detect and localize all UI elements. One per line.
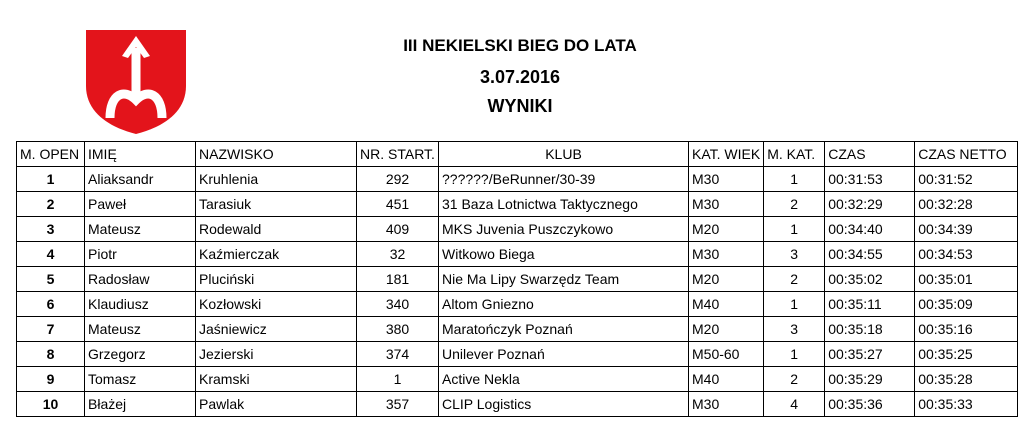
column-header-place: M. OPEN: [17, 142, 85, 167]
table-row: [17, 242, 1018, 267]
cell-age-category: M40: [689, 292, 764, 317]
cell-last-name: Kramski: [196, 367, 357, 392]
column-header-bib: NR. START.: [357, 142, 439, 167]
column-header-time: CZAS: [825, 142, 915, 167]
column-header-last-name: NAZWISKO: [196, 142, 357, 167]
cell-bib: 357: [357, 392, 439, 417]
cell-bib: 32: [357, 242, 439, 267]
cell-category-place: 1: [764, 342, 825, 367]
cell-bib: 181: [357, 267, 439, 292]
cell-net-time: 00:34:39: [915, 217, 1018, 242]
cell-club: Witkowo Biega: [439, 242, 689, 267]
cell-category-place: 2: [764, 367, 825, 392]
table-row: [17, 267, 1018, 292]
cell-last-name: Pluciński: [196, 267, 357, 292]
cell-bib: 1: [357, 367, 439, 392]
cell-last-name: Pawlak: [196, 392, 357, 417]
cell-time: 00:35:29: [825, 367, 915, 392]
column-header-net-time: CZAS NETTO: [915, 142, 1018, 167]
column-header-first-name: IMIĘ: [85, 142, 196, 167]
cell-bib: 340: [357, 292, 439, 317]
table-header-row: [17, 142, 1018, 167]
cell-club: CLIP Logistics: [439, 392, 689, 417]
cell-place: 4: [17, 242, 85, 267]
cell-time: 00:34:40: [825, 217, 915, 242]
cell-age-category: M20: [689, 317, 764, 342]
cell-place: 8: [17, 342, 85, 367]
cell-age-category: M40: [689, 367, 764, 392]
cell-bib: 374: [357, 342, 439, 367]
cell-club: Unilever Poznań: [439, 342, 689, 367]
cell-time: 00:35:18: [825, 317, 915, 342]
cell-bib: 380: [357, 317, 439, 342]
table-row: [17, 217, 1018, 242]
cell-last-name: Rodewald: [196, 217, 357, 242]
cell-age-category: M30: [689, 167, 764, 192]
table-row: [17, 167, 1018, 192]
cell-time: 00:34:55: [825, 242, 915, 267]
cell-age-category: M50-60: [689, 342, 764, 367]
cell-place: 5: [17, 267, 85, 292]
cell-place: 10: [17, 392, 85, 417]
cell-net-time: 00:34:53: [915, 242, 1018, 267]
column-header-category-place: M. KAT.: [764, 142, 825, 167]
cell-time: 00:35:36: [825, 392, 915, 417]
cell-club: 31 Baza Lotnictwa Taktycznego: [439, 192, 689, 217]
cell-first-name: Mateusz: [85, 217, 196, 242]
cell-club: Nie Ma Lipy Swarzędz Team: [439, 267, 689, 292]
cell-first-name: Błażej: [85, 392, 196, 417]
cell-net-time: 00:35:01: [915, 267, 1018, 292]
cell-age-category: M30: [689, 392, 764, 417]
cell-net-time: 00:32:28: [915, 192, 1018, 217]
cell-net-time: 00:35:33: [915, 392, 1018, 417]
cell-time: 00:32:29: [825, 192, 915, 217]
cell-place: 3: [17, 217, 85, 242]
cell-club: MKS Juvenia Puszczykowo: [439, 217, 689, 242]
cell-place: 7: [17, 317, 85, 342]
cell-time: 00:31:53: [825, 167, 915, 192]
results-subtitle: WYNIKI: [487, 96, 553, 116]
table-row: [17, 317, 1018, 342]
table-row: [17, 192, 1018, 217]
cell-last-name: Jezierski: [196, 342, 357, 367]
table-row: [17, 392, 1018, 417]
table-row: [17, 342, 1018, 367]
cell-category-place: 2: [764, 192, 825, 217]
cell-last-name: Kruhlenia: [196, 167, 357, 192]
cell-age-category: M20: [689, 267, 764, 292]
cell-net-time: 00:35:16: [915, 317, 1018, 342]
cell-net-time: 00:35:09: [915, 292, 1018, 317]
cell-time: 00:35:11: [825, 292, 915, 317]
cell-category-place: 1: [764, 217, 825, 242]
cell-first-name: Aliaksandr: [85, 167, 196, 192]
cell-club: Maratończyk Poznań: [439, 317, 689, 342]
column-header-club: KLUB: [439, 142, 689, 167]
cell-club: ??????/BeRunner/30-39: [439, 167, 689, 192]
cell-first-name: Klaudiusz: [85, 292, 196, 317]
town-crest-logo: [84, 28, 188, 136]
cell-club: Active Nekla: [439, 367, 689, 392]
event-date: 3.07.2016: [479, 67, 561, 87]
cell-last-name: Tarasiuk: [196, 192, 357, 217]
cell-first-name: Paweł: [85, 192, 196, 217]
cell-last-name: Kozłowski: [196, 292, 357, 317]
cell-net-time: 00:35:25: [915, 342, 1018, 367]
cell-net-time: 00:31:52: [915, 167, 1018, 192]
cell-category-place: 1: [764, 167, 825, 192]
event-title: III NEKIELSKI BIEG DO LATA: [403, 36, 637, 55]
cell-bib: 292: [357, 167, 439, 192]
cell-time: 00:35:02: [825, 267, 915, 292]
cell-first-name: Piotr: [85, 242, 196, 267]
cell-bib: 409: [357, 217, 439, 242]
cell-club: Altom Gniezno: [439, 292, 689, 317]
cell-bib: 451: [357, 192, 439, 217]
cell-age-category: M30: [689, 192, 764, 217]
cell-last-name: Kaźmierczak: [196, 242, 357, 267]
cell-age-category: M20: [689, 217, 764, 242]
cell-place: 1: [17, 167, 85, 192]
cell-age-category: M30: [689, 242, 764, 267]
results-table: [16, 141, 1018, 417]
cell-place: 9: [17, 367, 85, 392]
cell-first-name: Mateusz: [85, 317, 196, 342]
cell-category-place: 3: [764, 317, 825, 342]
cell-category-place: 4: [764, 392, 825, 417]
cell-time: 00:35:27: [825, 342, 915, 367]
column-header-age-category: KAT. WIEK: [689, 142, 764, 167]
cell-category-place: 3: [764, 242, 825, 267]
cell-net-time: 00:35:28: [915, 367, 1018, 392]
cell-first-name: Grzegorz: [85, 342, 196, 367]
table-row: [17, 367, 1018, 392]
cell-place: 2: [17, 192, 85, 217]
cell-first-name: Tomasz: [85, 367, 196, 392]
cell-category-place: 1: [764, 292, 825, 317]
cell-place: 6: [17, 292, 85, 317]
cell-category-place: 2: [764, 267, 825, 292]
cell-last-name: Jaśniewicz: [196, 317, 357, 342]
cell-first-name: Radosław: [85, 267, 196, 292]
table-row: [17, 292, 1018, 317]
